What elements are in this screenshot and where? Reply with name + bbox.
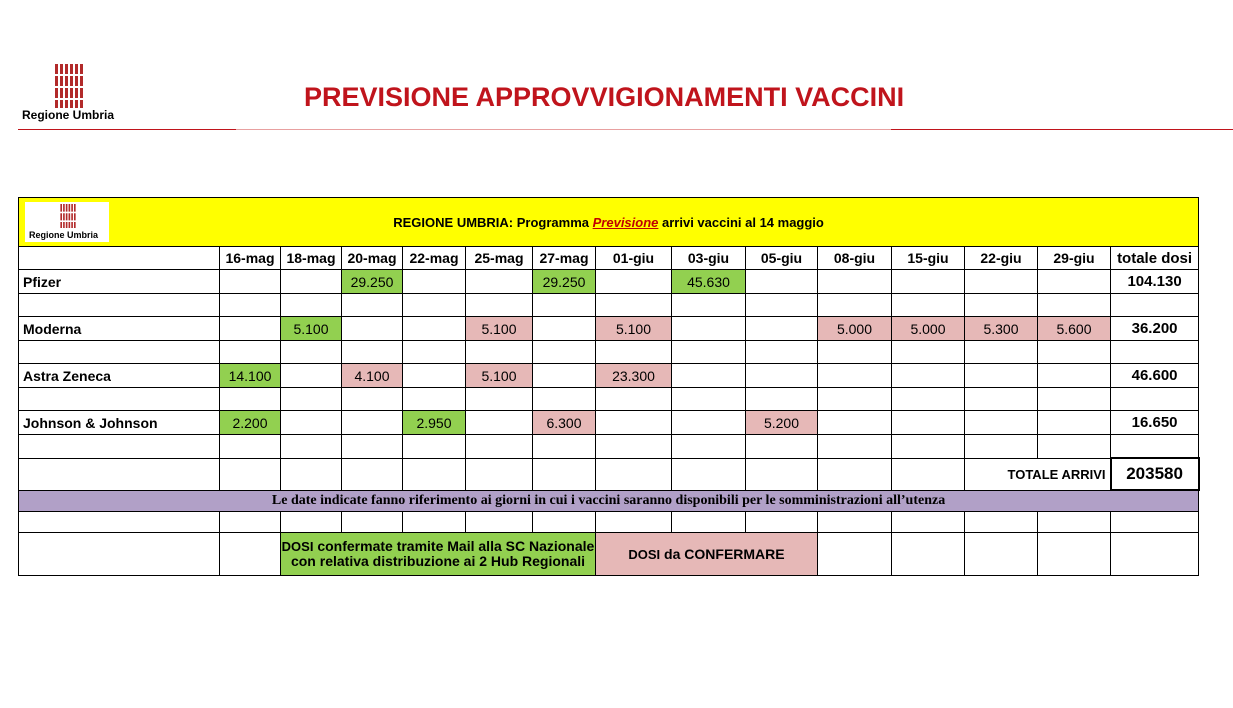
banner-prefix: REGIONE UMBRIA: Programma [393, 214, 593, 230]
empty-cell [220, 388, 281, 411]
dose-cell: 5.600 [1038, 317, 1111, 341]
empty-cell [19, 388, 220, 411]
banner-row [19, 198, 1199, 247]
legend-confirmed-text: confermate tramite Mail alla SC Nazionale con relativa distribuzione ai 2 Hub Regionali [290, 538, 595, 569]
empty-cell [19, 341, 220, 364]
empty-cell [965, 294, 1038, 317]
logo-text: Regione Umbria [22, 108, 115, 122]
banner-cell [19, 198, 1199, 247]
dose-cell [892, 364, 965, 388]
dose-cell [892, 270, 965, 294]
empty-cell [466, 341, 533, 364]
empty-cell [403, 294, 466, 317]
vaccine-name: Pfizer [19, 270, 220, 294]
empty-cell [19, 533, 220, 576]
empty-cell [892, 512, 965, 533]
empty-cell [965, 388, 1038, 411]
vaccine-supply-table [18, 197, 1200, 576]
empty-cell [220, 458, 281, 490]
spacer-row [19, 341, 1199, 364]
empty-cell [1111, 512, 1199, 533]
empty-cell [403, 458, 466, 490]
empty-cell [403, 435, 466, 459]
banner-logo-text: Regione Umbria [29, 230, 99, 240]
dose-cell: 29.250 [342, 270, 403, 294]
dose-cell [892, 411, 965, 435]
empty-cell [1038, 533, 1111, 576]
empty-cell [1111, 341, 1199, 364]
empty-cell [1038, 435, 1111, 459]
empty-cell [533, 458, 596, 490]
empty-cell [892, 533, 965, 576]
date-header: 18-mag [281, 247, 342, 270]
dose-cell: 4.100 [342, 364, 403, 388]
dose-cell [746, 270, 818, 294]
vaccine-name: Moderna [19, 317, 220, 341]
empty-cell [466, 512, 533, 533]
dose-cell: 5.100 [466, 317, 533, 341]
empty-cell [19, 512, 220, 533]
dose-cell [672, 411, 746, 435]
legend-confirmed [281, 533, 596, 576]
date-header: 25-mag [466, 247, 533, 270]
date-header: 05-giu [746, 247, 818, 270]
empty-cell [220, 435, 281, 459]
empty-cell [281, 341, 342, 364]
dose-cell [281, 364, 342, 388]
dose-cell: 5.300 [965, 317, 1038, 341]
dose-cell: 5.100 [281, 317, 342, 341]
empty-cell [892, 341, 965, 364]
empty-cell [672, 294, 746, 317]
dose-cell [818, 270, 892, 294]
legend-pending [596, 533, 818, 576]
empty-cell [818, 388, 892, 411]
date-header: 22-mag [403, 247, 466, 270]
dose-cell: 2.200 [220, 411, 281, 435]
page-title: PREVISIONE APPROVVIGIONAMENTI VACCINI [304, 82, 905, 112]
total-arrivals-label: TOTALE ARRIVI [965, 458, 1111, 490]
dose-cell [403, 270, 466, 294]
empty-cell [1111, 388, 1199, 411]
empty-cell [746, 512, 818, 533]
row-total: 36.200 [1111, 317, 1199, 341]
empty-cell [281, 388, 342, 411]
empty-cell [746, 458, 818, 490]
empty-cell [672, 458, 746, 490]
empty-cell [596, 512, 672, 533]
empty-cell [818, 294, 892, 317]
empty-cell [403, 341, 466, 364]
empty-cell [533, 294, 596, 317]
date-header: 20-mag [342, 247, 403, 270]
empty-cell [818, 435, 892, 459]
dose-cell: 5.100 [466, 364, 533, 388]
empty-cell [403, 388, 466, 411]
vaccine-name: Johnson & Johnson [19, 411, 220, 435]
empty-cell [1111, 533, 1199, 576]
dose-cell [965, 270, 1038, 294]
empty-cell [892, 435, 965, 459]
dose-cell [466, 270, 533, 294]
empty-cell [1111, 435, 1199, 459]
dose-cell [672, 317, 746, 341]
empty-cell [672, 388, 746, 411]
legend-confirmed-title: DOSI [281, 539, 314, 554]
dose-cell [403, 364, 466, 388]
empty-cell [596, 435, 672, 459]
empty-cell [672, 341, 746, 364]
empty-cell [596, 388, 672, 411]
empty-cell [281, 458, 342, 490]
spacer-row [19, 388, 1199, 411]
total-header: totale dosi [1111, 247, 1199, 270]
empty-cell [1038, 388, 1111, 411]
dose-cell [818, 411, 892, 435]
regione-umbria-logo [22, 62, 132, 122]
title-rule-right [891, 129, 1233, 130]
regione-umbria-emblem-icon [54, 64, 84, 108]
row-total: 104.130 [1111, 270, 1199, 294]
spacer-row [19, 294, 1199, 317]
empty-cell [220, 294, 281, 317]
dose-cell [342, 317, 403, 341]
legend-pending-text: da CONFERMARE [660, 546, 785, 562]
empty-cell [281, 435, 342, 459]
empty-cell [281, 512, 342, 533]
dose-cell [1038, 411, 1111, 435]
date-header: 15-giu [892, 247, 965, 270]
empty-cell [1038, 294, 1111, 317]
dose-cell [965, 411, 1038, 435]
empty-cell [19, 458, 220, 490]
title-rule-left [18, 129, 236, 130]
title-rule-mid [236, 129, 891, 130]
dose-cell [965, 364, 1038, 388]
empty-cell [1111, 294, 1199, 317]
dose-cell: 29.250 [533, 270, 596, 294]
empty-cell [965, 512, 1038, 533]
legend-pending-title: DOSI [628, 547, 661, 562]
total-arrivals-value: 203580 [1111, 458, 1199, 490]
empty-cell [596, 341, 672, 364]
dose-cell: 23.300 [596, 364, 672, 388]
dose-cell [281, 411, 342, 435]
empty-cell [818, 341, 892, 364]
empty-cell [466, 388, 533, 411]
dose-cell [596, 270, 672, 294]
date-header: 01-giu [596, 247, 672, 270]
empty-cell [342, 341, 403, 364]
dose-cell: 5.000 [818, 317, 892, 341]
empty-cell [965, 341, 1038, 364]
dose-cell: 14.100 [220, 364, 281, 388]
banner-highlight: Previsione [592, 214, 659, 230]
regione-umbria-emblem-icon [59, 204, 77, 228]
empty-cell [533, 341, 596, 364]
empty-cell [818, 512, 892, 533]
empty-cell [746, 435, 818, 459]
empty-cell [892, 294, 965, 317]
empty-cell [220, 341, 281, 364]
empty-cell [466, 294, 533, 317]
date-header: 22-giu [965, 247, 1038, 270]
legend-spacer-row [19, 512, 1199, 533]
empty-cell [342, 294, 403, 317]
empty-cell [342, 388, 403, 411]
empty-cell [281, 294, 342, 317]
dose-cell: 5.000 [892, 317, 965, 341]
date-header: 08-giu [818, 247, 892, 270]
date-header: 16-mag [220, 247, 281, 270]
dose-cell: 6.300 [533, 411, 596, 435]
empty-cell [892, 458, 965, 490]
empty-cell [533, 512, 596, 533]
empty-cell [672, 512, 746, 533]
total-row [19, 458, 1199, 490]
empty-cell [746, 388, 818, 411]
row-total: 16.650 [1111, 411, 1199, 435]
empty-cell [342, 435, 403, 459]
empty-cell [466, 435, 533, 459]
empty-cell [596, 458, 672, 490]
empty-cell [746, 294, 818, 317]
vaccine-row [19, 364, 1199, 388]
empty-cell [342, 512, 403, 533]
vaccine-row [19, 411, 1199, 435]
row-total: 46.600 [1111, 364, 1199, 388]
empty-cell [19, 435, 220, 459]
dose-cell: 5.200 [746, 411, 818, 435]
dose-cell [403, 317, 466, 341]
empty-cell [19, 294, 220, 317]
vaccine-row [19, 270, 1199, 294]
empty-cell [533, 435, 596, 459]
date-header: 27-mag [533, 247, 596, 270]
date-header: 29-giu [1038, 247, 1111, 270]
empty-cell [965, 533, 1038, 576]
empty-cell [1038, 512, 1111, 533]
dose-cell [533, 317, 596, 341]
empty-cell [466, 458, 533, 490]
dose-cell [533, 364, 596, 388]
dose-cell [746, 364, 818, 388]
header-blank [19, 247, 220, 270]
spacer-row [19, 435, 1199, 459]
empty-cell [818, 533, 892, 576]
empty-cell [220, 533, 281, 576]
banner-suffix: arrivi vaccini al 14 maggio [658, 214, 824, 230]
dose-cell: 5.100 [596, 317, 672, 341]
dose-cell [1038, 364, 1111, 388]
dose-cell [220, 270, 281, 294]
dose-cell [818, 364, 892, 388]
empty-cell [1038, 341, 1111, 364]
empty-cell [533, 388, 596, 411]
dose-cell [746, 317, 818, 341]
empty-cell [746, 341, 818, 364]
empty-cell [672, 435, 746, 459]
dose-cell [672, 364, 746, 388]
dose-cell [596, 411, 672, 435]
dose-cell [220, 317, 281, 341]
empty-cell [596, 294, 672, 317]
dose-cell [466, 411, 533, 435]
empty-cell [818, 458, 892, 490]
dose-cell [281, 270, 342, 294]
empty-cell [892, 388, 965, 411]
empty-cell [220, 512, 281, 533]
banner-logo [25, 202, 109, 242]
legend-row [19, 533, 1199, 576]
note-row [19, 490, 1199, 512]
dose-cell: 2.950 [403, 411, 466, 435]
dose-cell [342, 411, 403, 435]
availability-note: Le date indicate fanno riferimento ai giorni in cui i vaccini saranno disponibili per le somministrazioni all’utenza [19, 490, 1199, 512]
vaccine-row [19, 317, 1199, 341]
empty-cell [965, 435, 1038, 459]
date-header-row [19, 247, 1199, 270]
empty-cell [403, 512, 466, 533]
dose-cell: 45.630 [672, 270, 746, 294]
dose-cell [1038, 270, 1111, 294]
vaccine-name: Astra Zeneca [19, 364, 220, 388]
date-header: 03-giu [672, 247, 746, 270]
empty-cell [342, 458, 403, 490]
